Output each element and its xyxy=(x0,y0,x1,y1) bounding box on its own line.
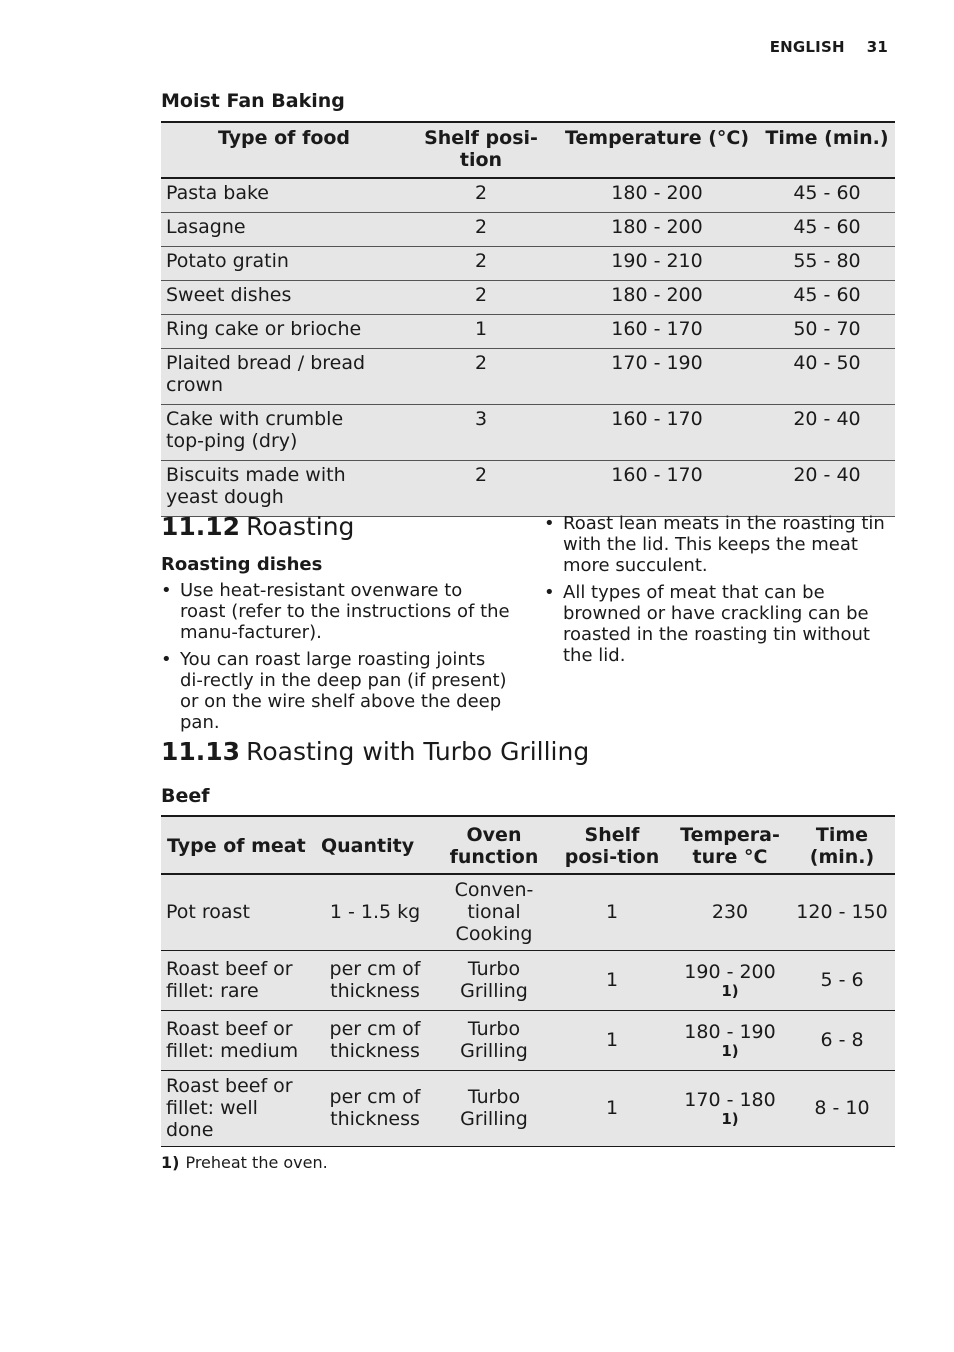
temperature-cell xyxy=(671,874,789,950)
table-row xyxy=(161,349,895,405)
roasting-heading xyxy=(161,512,354,541)
food-cell: Ring cake or brioche xyxy=(161,315,407,349)
section-title: Roasting with Turbo Grilling xyxy=(246,737,590,766)
table-row xyxy=(161,461,895,517)
temperature-value: 190 - 200 xyxy=(684,961,776,983)
food-cell: Biscuits made with yeast dough xyxy=(161,461,407,517)
meat-cell: Roast beef or fillet: well done xyxy=(161,1070,315,1146)
time-cell: 8 - 10 xyxy=(789,1070,895,1146)
column-header: Tempera-ture °C xyxy=(671,816,789,874)
table-row xyxy=(161,247,895,281)
page-number: 31 xyxy=(866,38,888,56)
list-item: • All types of meat that can be browned or have crackling can be roasted in the roasting tin without the lid. xyxy=(544,582,896,666)
section-title: Roasting xyxy=(246,512,355,541)
quantity-cell: per cm of thickness xyxy=(315,1070,435,1146)
table-row xyxy=(161,281,895,315)
temperature-value: 230 xyxy=(711,901,749,924)
table-row xyxy=(161,1010,895,1070)
meat-cell: Roast beef or fillet: medium xyxy=(161,1010,315,1070)
time-cell: 6 - 8 xyxy=(789,1010,895,1070)
shelf-cell: 2 xyxy=(407,178,555,213)
column-header: Time (min.) xyxy=(759,122,895,178)
beef-table xyxy=(161,815,895,1147)
time-cell: 20 - 40 xyxy=(759,461,895,517)
column-header: Shelf posi-tion xyxy=(553,816,671,874)
shelf-cell: 2 xyxy=(407,461,555,517)
table-row xyxy=(161,213,895,247)
food-cell: Lasagne xyxy=(161,213,407,247)
food-cell: Sweet dishes xyxy=(161,281,407,315)
column-header: Temperature (°C) xyxy=(555,122,759,178)
table-row xyxy=(161,1070,895,1146)
moist-fan-baking-table xyxy=(161,121,895,517)
shelf-cell: 1 xyxy=(553,1010,671,1070)
beef-subtitle: Beef xyxy=(161,785,210,807)
shelf-cell: 1 xyxy=(553,950,671,1010)
shelf-cell: 2 xyxy=(407,247,555,281)
time-cell: 120 - 150 xyxy=(789,874,895,950)
column-header: Time (min.) xyxy=(789,816,895,874)
shelf-cell: 1 xyxy=(553,874,671,950)
table-header-row xyxy=(161,122,895,178)
food-cell: Cake with crumble top-ping (dry) xyxy=(161,405,407,461)
time-cell: 55 - 80 xyxy=(759,247,895,281)
temperature-cell: 180 - 200 xyxy=(555,178,759,213)
temperature-cell: 160 - 170 xyxy=(555,315,759,349)
footnote-ref: 1) xyxy=(721,982,739,1000)
temperature-cell xyxy=(671,1010,789,1070)
shelf-cell: 1 xyxy=(553,1070,671,1146)
function-cell: Turbo Grilling xyxy=(435,950,553,1010)
table-row xyxy=(161,315,895,349)
column-header: Type of meat xyxy=(161,816,315,874)
time-cell: 50 - 70 xyxy=(759,315,895,349)
temperature-cell: 170 - 190 xyxy=(555,349,759,405)
function-cell: Conven-tional Cooking xyxy=(435,874,553,950)
time-cell: 40 - 50 xyxy=(759,349,895,405)
shelf-cell: 2 xyxy=(407,281,555,315)
footnote-text: Preheat the oven. xyxy=(185,1153,328,1172)
footnote xyxy=(161,1153,328,1172)
temperature-cell: 190 - 210 xyxy=(555,247,759,281)
temperature-cell xyxy=(671,950,789,1010)
language-label: ENGLISH xyxy=(769,38,845,56)
roasting-bullets-left xyxy=(161,580,511,739)
shelf-cell: 2 xyxy=(407,349,555,405)
turbo-grilling-heading xyxy=(161,737,589,766)
footnote-mark: 1) xyxy=(161,1153,180,1172)
temperature-cell: 160 - 170 xyxy=(555,405,759,461)
footnote-ref: 1) xyxy=(721,1042,739,1060)
list-item: • You can roast large roasting joints di-rectly in the deep pan (if present) or on the wire shelf above the deep pan. xyxy=(161,649,511,733)
section-number: 11.13 xyxy=(161,737,241,766)
column-header: Shelf posi- tion xyxy=(407,122,555,178)
section-number: 11.12 xyxy=(161,512,241,541)
food-cell: Plaited bread / bread crown xyxy=(161,349,407,405)
roasting-dishes-subtitle: Roasting dishes xyxy=(161,554,323,575)
moist-fan-baking-title: Moist Fan Baking xyxy=(161,90,345,112)
table-row xyxy=(161,950,895,1010)
shelf-cell: 1 xyxy=(407,315,555,349)
time-cell: 45 - 60 xyxy=(759,213,895,247)
temperature-cell: 180 - 200 xyxy=(555,281,759,315)
quantity-cell: per cm of thickness xyxy=(315,1010,435,1070)
shelf-cell: 3 xyxy=(407,405,555,461)
food-cell: Potato gratin xyxy=(161,247,407,281)
table-row xyxy=(161,178,895,213)
table-row xyxy=(161,874,895,950)
table-header-row xyxy=(161,816,895,874)
food-cell: Pasta bake xyxy=(161,178,407,213)
roasting-bullets-right xyxy=(544,513,896,672)
temperature-cell: 180 - 200 xyxy=(555,213,759,247)
time-cell: 45 - 60 xyxy=(759,178,895,213)
shelf-cell: 2 xyxy=(407,213,555,247)
time-cell: 20 - 40 xyxy=(759,405,895,461)
quantity-cell: per cm of thickness xyxy=(315,950,435,1010)
time-cell: 5 - 6 xyxy=(789,950,895,1010)
meat-cell: Roast beef or fillet: rare xyxy=(161,950,315,1010)
function-cell: Turbo Grilling xyxy=(435,1010,553,1070)
function-cell: Turbo Grilling xyxy=(435,1070,553,1146)
temperature-value: 170 - 180 xyxy=(684,1089,776,1111)
temperature-cell: 160 - 170 xyxy=(555,461,759,517)
footnote-ref: 1) xyxy=(721,1110,739,1128)
time-cell: 45 - 60 xyxy=(759,281,895,315)
temperature-value: 180 - 190 xyxy=(684,1021,776,1043)
page-header xyxy=(770,38,888,56)
column-header: Type of food xyxy=(161,122,407,178)
temperature-cell xyxy=(671,1070,789,1146)
meat-cell: Pot roast xyxy=(161,874,315,950)
quantity-cell: 1 - 1.5 kg xyxy=(315,874,435,950)
list-item: • Use heat-resistant ovenware to roast (refer to the instructions of the manu-facturer). xyxy=(161,580,511,643)
table-row xyxy=(161,405,895,461)
list-item: • Roast lean meats in the roasting tin with the lid. This keeps the meat more succulent. xyxy=(544,513,896,576)
column-header: Quantity xyxy=(315,816,435,874)
column-header: Oven function xyxy=(435,816,553,874)
